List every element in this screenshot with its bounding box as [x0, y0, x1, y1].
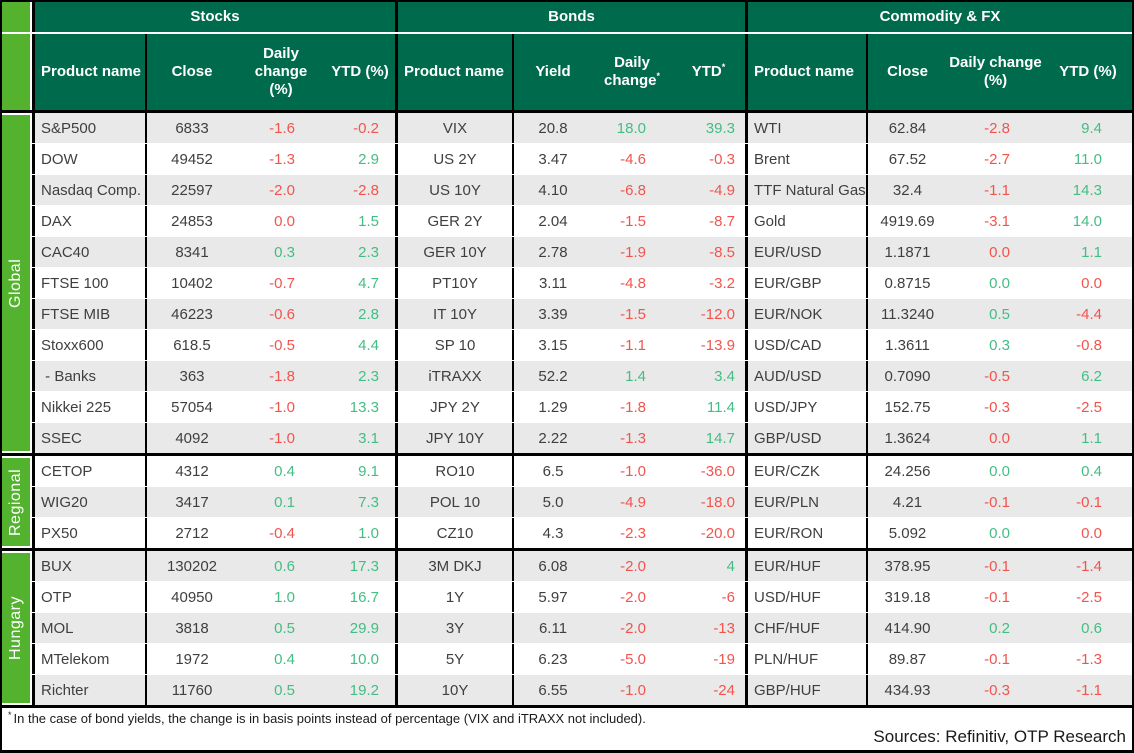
stocks-product-name: DOW [32, 144, 145, 174]
fx-close: 4.21 [866, 487, 947, 517]
bonds-daily-change: -1.5 [592, 206, 672, 236]
sources-text: Sources: Refinitiv, OTP Research [873, 727, 1126, 746]
fx-daily-change: -1.1 [947, 175, 1044, 205]
stocks-daily-change: -0.6 [237, 299, 325, 329]
fx-ytd: 0.6 [1044, 613, 1132, 643]
col-header-fx-ytd: YTD (%) [1044, 34, 1132, 110]
fx-close: 1.3624 [866, 423, 947, 453]
bonds-ytd: 39.3 [672, 113, 745, 143]
stocks-ytd: -2.8 [325, 175, 395, 205]
fx-product-name: EUR/RON [745, 518, 866, 548]
col-header-stocks-ytd: YTD (%) [325, 34, 395, 110]
stocks-ytd: -0.2 [325, 113, 395, 143]
stocks-ytd: 2.9 [325, 144, 395, 174]
fx-daily-change: -0.1 [947, 487, 1044, 517]
bonds-ytd: 14.7 [672, 423, 745, 453]
col-header-stocks-daily-change: Daily change (%) [237, 34, 325, 110]
fx-product-name: EUR/PLN [745, 487, 866, 517]
fx-product-name: EUR/NOK [745, 299, 866, 329]
group-strip [2, 458, 30, 546]
group-regional [2, 453, 1132, 548]
bonds-yield: 2.22 [512, 423, 592, 453]
col-header-stocks-close: Close [145, 34, 237, 110]
fx-daily-change: 0.0 [947, 423, 1044, 453]
column-header-row [2, 34, 1132, 110]
bonds-daily-change: -1.0 [592, 675, 672, 705]
col-header-fx-daily-change: Daily change (%) [947, 34, 1044, 110]
stocks-daily-change: -1.6 [237, 113, 325, 143]
stocks-ytd: 4.7 [325, 268, 395, 298]
bonds-product-name: GER 10Y [395, 237, 512, 267]
fx-ytd: -1.3 [1044, 644, 1132, 674]
fx-ytd: 14.0 [1044, 206, 1132, 236]
fx-daily-change: 0.2 [947, 613, 1044, 643]
fx-ytd: 0.0 [1044, 268, 1132, 298]
bonds-yield: 2.04 [512, 206, 592, 236]
bonds-ytd: 11.4 [672, 392, 745, 422]
bonds-yield: 52.2 [512, 361, 592, 391]
fx-product-name: USD/CAD [745, 330, 866, 360]
fx-product-name: USD/JPY [745, 392, 866, 422]
bonds-yield: 1.29 [512, 392, 592, 422]
bonds-product-name: US 10Y [395, 175, 512, 205]
stocks-daily-change: -0.5 [237, 330, 325, 360]
stocks-product-name: CAC40 [32, 237, 145, 267]
stocks-daily-change: -1.0 [237, 423, 325, 453]
fx-daily-change: -0.1 [947, 644, 1044, 674]
bonds-product-name: RO10 [395, 456, 512, 486]
fx-ytd: -4.4 [1044, 299, 1132, 329]
bonds-ytd: -13 [672, 613, 745, 643]
fx-close: 67.52 [866, 144, 947, 174]
bonds-daily-change: -1.1 [592, 330, 672, 360]
bonds-ytd: -36.0 [672, 456, 745, 486]
bonds-daily-change: 18.0 [592, 113, 672, 143]
header-strip [2, 34, 30, 110]
fx-daily-change: -2.8 [947, 113, 1044, 143]
stocks-product-name: FTSE MIB [32, 299, 145, 329]
bonds-ytd: -0.3 [672, 144, 745, 174]
group-label: Hungary [7, 596, 24, 660]
stocks-ytd: 3.1 [325, 423, 395, 453]
fx-close: 414.90 [866, 613, 947, 643]
col-header-bonds-product-name: Product name [395, 34, 512, 110]
bonds-yield: 4.3 [512, 518, 592, 548]
stocks-close: 2712 [145, 518, 237, 548]
bonds-ytd: -4.9 [672, 175, 745, 205]
stocks-product-name: OTP [32, 582, 145, 612]
fx-product-name: EUR/CZK [745, 456, 866, 486]
bonds-daily-change: -1.0 [592, 456, 672, 486]
stocks-product-name: DAX [32, 206, 145, 236]
stocks-close: 4312 [145, 456, 237, 486]
stocks-ytd: 1.0 [325, 518, 395, 548]
fx-close: 152.75 [866, 392, 947, 422]
fx-product-name: Brent [745, 144, 866, 174]
bonds-ytd: -8.7 [672, 206, 745, 236]
fx-ytd: 1.1 [1044, 237, 1132, 267]
stocks-ytd: 19.2 [325, 675, 395, 705]
bonds-daily-change: -6.8 [592, 175, 672, 205]
stocks-daily-change: 0.4 [237, 644, 325, 674]
stocks-daily-change: 0.5 [237, 675, 325, 705]
fx-ytd: 6.2 [1044, 361, 1132, 391]
stocks-daily-change: -0.7 [237, 268, 325, 298]
fx-close: 378.95 [866, 551, 947, 581]
bonds-yield: 6.55 [512, 675, 592, 705]
bonds-yield: 3.15 [512, 330, 592, 360]
group-hungary [2, 548, 1132, 705]
corner-strip [2, 2, 30, 32]
fx-daily-change: 0.0 [947, 518, 1044, 548]
fx-daily-change: 0.5 [947, 299, 1044, 329]
group-label: Regional [7, 468, 24, 536]
stocks-daily-change: 0.3 [237, 237, 325, 267]
col-header-stocks-product-name: Product name [32, 34, 145, 110]
fx-product-name: CHF/HUF [745, 613, 866, 643]
col-header-bonds-daily-change: Daily change* [592, 34, 672, 110]
stocks-product-name: FTSE 100 [32, 268, 145, 298]
fx-close: 11.3240 [866, 299, 947, 329]
fx-daily-change: -0.3 [947, 675, 1044, 705]
fx-product-name: TTF Natural Gas [745, 175, 866, 205]
fx-daily-change: -0.3 [947, 392, 1044, 422]
stocks-close: 49452 [145, 144, 237, 174]
stocks-close: 24853 [145, 206, 237, 236]
bonds-ytd: -12.0 [672, 299, 745, 329]
bonds-product-name: CZ10 [395, 518, 512, 548]
fx-daily-change: -0.1 [947, 551, 1044, 581]
bonds-yield: 6.5 [512, 456, 592, 486]
stocks-ytd: 1.5 [325, 206, 395, 236]
fx-product-name: EUR/GBP [745, 268, 866, 298]
bonds-daily-change: -4.8 [592, 268, 672, 298]
stocks-daily-change: 0.4 [237, 456, 325, 486]
fx-product-name: GBP/HUF [745, 675, 866, 705]
stocks-product-name: Richter [32, 675, 145, 705]
stocks-close: 10402 [145, 268, 237, 298]
bonds-yield: 3.11 [512, 268, 592, 298]
bonds-yield: 5.0 [512, 487, 592, 517]
fx-close: 24.256 [866, 456, 947, 486]
stocks-close: 3818 [145, 613, 237, 643]
fx-ytd: 14.3 [1044, 175, 1132, 205]
bonds-product-name: 1Y [395, 582, 512, 612]
fx-product-name: Gold [745, 206, 866, 236]
stocks-ytd: 10.0 [325, 644, 395, 674]
stocks-ytd: 9.1 [325, 456, 395, 486]
footer [2, 705, 1132, 750]
fx-close: 0.7090 [866, 361, 947, 391]
fx-daily-change: 0.0 [947, 237, 1044, 267]
section-title-commodity-fx: Commodity & FX [745, 2, 1132, 32]
fx-daily-change: 0.3 [947, 330, 1044, 360]
bonds-ytd: -3.2 [672, 268, 745, 298]
stocks-close: 4092 [145, 423, 237, 453]
bonds-daily-change: 1.4 [592, 361, 672, 391]
section-title-row [2, 2, 1132, 32]
fx-daily-change: -0.1 [947, 582, 1044, 612]
section-title-stocks: Stocks [32, 2, 395, 32]
stocks-ytd: 17.3 [325, 551, 395, 581]
bonds-daily-change: -4.6 [592, 144, 672, 174]
stocks-close: 46223 [145, 299, 237, 329]
fx-product-name: AUD/USD [745, 361, 866, 391]
fx-ytd: -0.8 [1044, 330, 1132, 360]
stocks-ytd: 16.7 [325, 582, 395, 612]
bonds-ytd: 3.4 [672, 361, 745, 391]
stocks-close: 1972 [145, 644, 237, 674]
fx-daily-change: -2.7 [947, 144, 1044, 174]
fx-ytd: 9.4 [1044, 113, 1132, 143]
bonds-yield: 3.39 [512, 299, 592, 329]
stocks-close: 3417 [145, 487, 237, 517]
stocks-close: 618.5 [145, 330, 237, 360]
stocks-product-name: Nasdaq Comp. [32, 175, 145, 205]
stocks-daily-change: 0.1 [237, 487, 325, 517]
fx-ytd: -2.5 [1044, 392, 1132, 422]
stocks-close: 363 [145, 361, 237, 391]
bonds-daily-change: -2.3 [592, 518, 672, 548]
bonds-yield: 6.23 [512, 644, 592, 674]
stocks-ytd: 7.3 [325, 487, 395, 517]
bonds-yield: 6.11 [512, 613, 592, 643]
bonds-daily-change: -4.9 [592, 487, 672, 517]
stocks-daily-change: -0.4 [237, 518, 325, 548]
bonds-product-name: JPY 10Y [395, 423, 512, 453]
stocks-product-name: MTelekom [32, 644, 145, 674]
fx-ytd: -1.1 [1044, 675, 1132, 705]
fx-close: 1.1871 [866, 237, 947, 267]
col-header-bonds-yield: Yield [512, 34, 592, 110]
fx-close: 319.18 [866, 582, 947, 612]
bonds-product-name: JPY 2Y [395, 392, 512, 422]
fx-daily-change: 0.0 [947, 268, 1044, 298]
col-header-fx-product-name: Product name [745, 34, 866, 110]
bonds-daily-change: -1.8 [592, 392, 672, 422]
stocks-product-name: SSEC [32, 423, 145, 453]
stocks-ytd: 2.3 [325, 237, 395, 267]
bonds-yield: 20.8 [512, 113, 592, 143]
bonds-ytd: -24 [672, 675, 745, 705]
bonds-product-name: GER 2Y [395, 206, 512, 236]
fx-product-name: PLN/HUF [745, 644, 866, 674]
bonds-ytd: -18.0 [672, 487, 745, 517]
bonds-daily-change: -2.0 [592, 582, 672, 612]
stocks-close: 8341 [145, 237, 237, 267]
stocks-product-name: PX50 [32, 518, 145, 548]
fx-ytd: -2.5 [1044, 582, 1132, 612]
stocks-ytd: 2.8 [325, 299, 395, 329]
stocks-close: 130202 [145, 551, 237, 581]
stocks-product-name: Nikkei 225 [32, 392, 145, 422]
stocks-ytd: 2.3 [325, 361, 395, 391]
bonds-ytd: -19 [672, 644, 745, 674]
bonds-ytd: -6 [672, 582, 745, 612]
fx-product-name: EUR/HUF [745, 551, 866, 581]
stocks-close: 22597 [145, 175, 237, 205]
stocks-close: 11760 [145, 675, 237, 705]
stocks-daily-change: -2.0 [237, 175, 325, 205]
fx-close: 434.93 [866, 675, 947, 705]
stocks-product-name: Stoxx600 [32, 330, 145, 360]
stocks-close: 57054 [145, 392, 237, 422]
bonds-daily-change: -2.0 [592, 613, 672, 643]
stocks-ytd: 4.4 [325, 330, 395, 360]
group-strip [2, 553, 30, 703]
fx-close: 1.3611 [866, 330, 947, 360]
bonds-daily-change: -1.5 [592, 299, 672, 329]
fx-close: 62.84 [866, 113, 947, 143]
fx-close: 89.87 [866, 644, 947, 674]
bonds-product-name: IT 10Y [395, 299, 512, 329]
bonds-yield: 5.97 [512, 582, 592, 612]
stocks-product-name: - Banks [32, 361, 145, 391]
footnote: * In the case of bond yields, the change is in basis points instead of percentage (VIX and iTRAXX not included). [8, 709, 646, 726]
fx-ytd: 0.4 [1044, 456, 1132, 486]
group-global [2, 110, 1132, 453]
stocks-product-name: MOL [32, 613, 145, 643]
group-label: Global [7, 258, 24, 308]
bonds-product-name: VIX [395, 113, 512, 143]
table-body [2, 110, 1132, 705]
stocks-daily-change: 1.0 [237, 582, 325, 612]
fx-ytd: 0.0 [1044, 518, 1132, 548]
fx-ytd: -0.1 [1044, 487, 1132, 517]
stocks-close: 40950 [145, 582, 237, 612]
bonds-yield: 2.78 [512, 237, 592, 267]
group-strip [2, 115, 30, 451]
bonds-ytd: -13.9 [672, 330, 745, 360]
fx-product-name: WTI [745, 113, 866, 143]
stocks-daily-change: -1.3 [237, 144, 325, 174]
bonds-product-name: 3Y [395, 613, 512, 643]
fx-product-name: EUR/USD [745, 237, 866, 267]
bonds-daily-change: -2.0 [592, 551, 672, 581]
fx-close: 4919.69 [866, 206, 947, 236]
bonds-daily-change: -5.0 [592, 644, 672, 674]
bonds-ytd: 4 [672, 551, 745, 581]
fx-close: 5.092 [866, 518, 947, 548]
stocks-daily-change: -1.0 [237, 392, 325, 422]
stocks-daily-change: 0.5 [237, 613, 325, 643]
stocks-ytd: 29.9 [325, 613, 395, 643]
fx-daily-change: 0.0 [947, 456, 1044, 486]
bonds-product-name: 5Y [395, 644, 512, 674]
bonds-product-name: US 2Y [395, 144, 512, 174]
bonds-product-name: PT10Y [395, 268, 512, 298]
bonds-yield: 6.08 [512, 551, 592, 581]
fx-close: 32.4 [866, 175, 947, 205]
fx-ytd: -1.4 [1044, 551, 1132, 581]
bonds-ytd: -8.5 [672, 237, 745, 267]
stocks-daily-change: 0.0 [237, 206, 325, 236]
fx-daily-change: -3.1 [947, 206, 1044, 236]
fx-daily-change: -0.5 [947, 361, 1044, 391]
bonds-ytd: -20.0 [672, 518, 745, 548]
bonds-product-name: 10Y [395, 675, 512, 705]
bonds-yield: 4.10 [512, 175, 592, 205]
bonds-product-name: POL 10 [395, 487, 512, 517]
bonds-product-name: 3M DKJ [395, 551, 512, 581]
stocks-daily-change: 0.6 [237, 551, 325, 581]
col-header-fx-close: Close [866, 34, 947, 110]
bonds-product-name: SP 10 [395, 330, 512, 360]
bonds-product-name: iTRAXX [395, 361, 512, 391]
stocks-product-name: BUX [32, 551, 145, 581]
stocks-daily-change: -1.8 [237, 361, 325, 391]
stocks-close: 6833 [145, 113, 237, 143]
col-header-bonds-ytd: YTD* [672, 34, 745, 110]
stocks-ytd: 13.3 [325, 392, 395, 422]
fx-product-name: USD/HUF [745, 582, 866, 612]
fx-ytd: 11.0 [1044, 144, 1132, 174]
stocks-product-name: WIG20 [32, 487, 145, 517]
stocks-product-name: CETOP [32, 456, 145, 486]
bonds-daily-change: -1.3 [592, 423, 672, 453]
fx-ytd: 1.1 [1044, 423, 1132, 453]
bonds-yield: 3.47 [512, 144, 592, 174]
stocks-product-name: S&P500 [32, 113, 145, 143]
bonds-daily-change: -1.9 [592, 237, 672, 267]
section-title-bonds: Bonds [395, 2, 745, 32]
fx-product-name: GBP/USD [745, 423, 866, 453]
fx-close: 0.8715 [866, 268, 947, 298]
